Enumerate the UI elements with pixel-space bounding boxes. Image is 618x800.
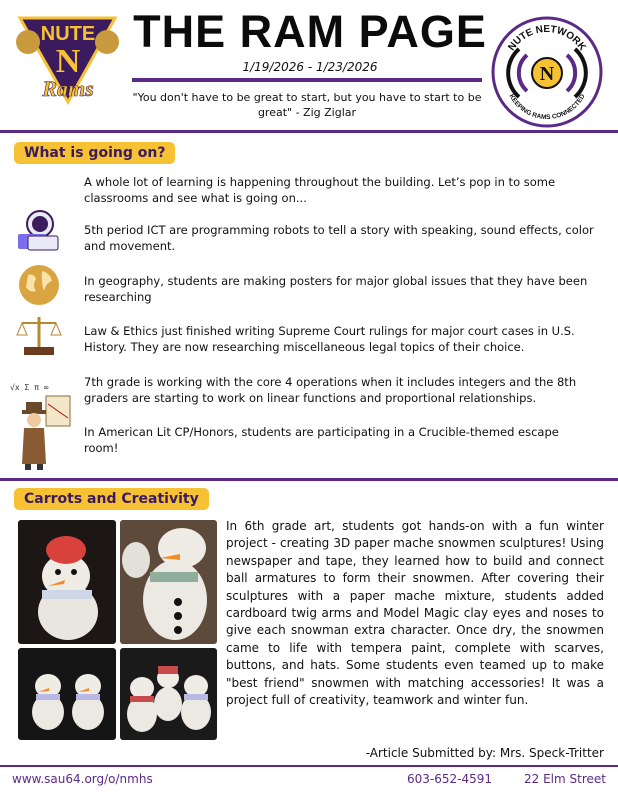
law-ethics-paragraph: Law & Ethics just finished writing Supreme Court rulings for major court cases in U.S. History. They are now researching miscellaneous legal topics of their choice. [84,324,575,354]
intro-paragraph: A whole lot of learning is happening throughout the building. Let’s pop in to some classrooms and see what is going on... [84,175,556,205]
svg-text:√x Σ π ∞: √x Σ π ∞ [10,383,49,392]
logo-mid-text: N [55,43,81,80]
snowman-photo-2 [120,520,217,644]
website-link[interactable]: www.sau64.org/o/nmhs [12,772,153,786]
geography-paragraph: In geography, students are making posters for major global issues that they have been researching [84,274,588,304]
logo-ring-bottom: KEEPING RAMS CONNECTED [507,93,587,122]
logo-bottom-text: Rams [42,76,94,101]
phone-number: 603-652-4591 [407,772,493,786]
quote: "You don't have to be great to start, but you have to start to be great" - Zig Ziglar [132,91,482,119]
snowman-photo-1 [18,520,116,644]
footer-divider [0,765,618,767]
robotics-paragraph: 5th period ICT are programming robots to tell a story with speaking, sound effects, color and movement. [84,223,594,253]
logo-center-letter: N [539,63,555,85]
network-logo [487,15,607,130]
section-divider [0,130,618,133]
art-article: In 6th grade art, students got hands-on with a fun winter project - creating 3D paper mache snowmen sculptures! Using newspaper and tape, they learned how to build and connect ball armatures to form their snowmen. After covering their sculptures with a paper mache mixture, students added cardboard twig arms and Model Magic clay eyes and noses to give each snowman extra character. Once dry, the snowmen came to life with tempera paint, complete with scarves, buttons, and hats. Some students even teamed up to make "best friend" snowmen with matching accessories! It was a project full of creativity, teamwork and winter fun. [226,519,604,708]
math-paragraph: 7th grade is working with the core 4 operations when it includes integers and the 8th graders are starting to work on linear functions and proportional relationships. [84,375,577,405]
date-range: 1/19/2026 - 1/23/2026 [242,60,378,74]
logo-top-text: NUTE [40,23,96,45]
title-divider [132,78,482,82]
astronaut-laptop-icon [14,208,64,252]
page-title: THE RAM PAGE [133,6,487,57]
detective-icon [10,372,72,472]
scales-of-justice-icon [14,313,64,357]
school-logo [10,10,125,105]
article-credit: -Article Submitted by: Mrs. Speck-Tritter [365,746,604,760]
snowman-photo-4 [120,648,217,740]
american-lit-paragraph: In American Lit CP/Honors, students are participating in a Crucible-themed escape room! [84,425,559,455]
snowman-photo-3 [18,648,116,740]
globe-icon [14,263,64,307]
street-address: 22 Elm Street [524,772,606,786]
section-heading-whats-going-on: What is going on? [14,142,175,164]
logo-ring-top: NUTE NETWORK [506,23,588,53]
section-heading-carrots-creativity: Carrots and Creativity [14,488,209,510]
section-divider [0,478,618,481]
